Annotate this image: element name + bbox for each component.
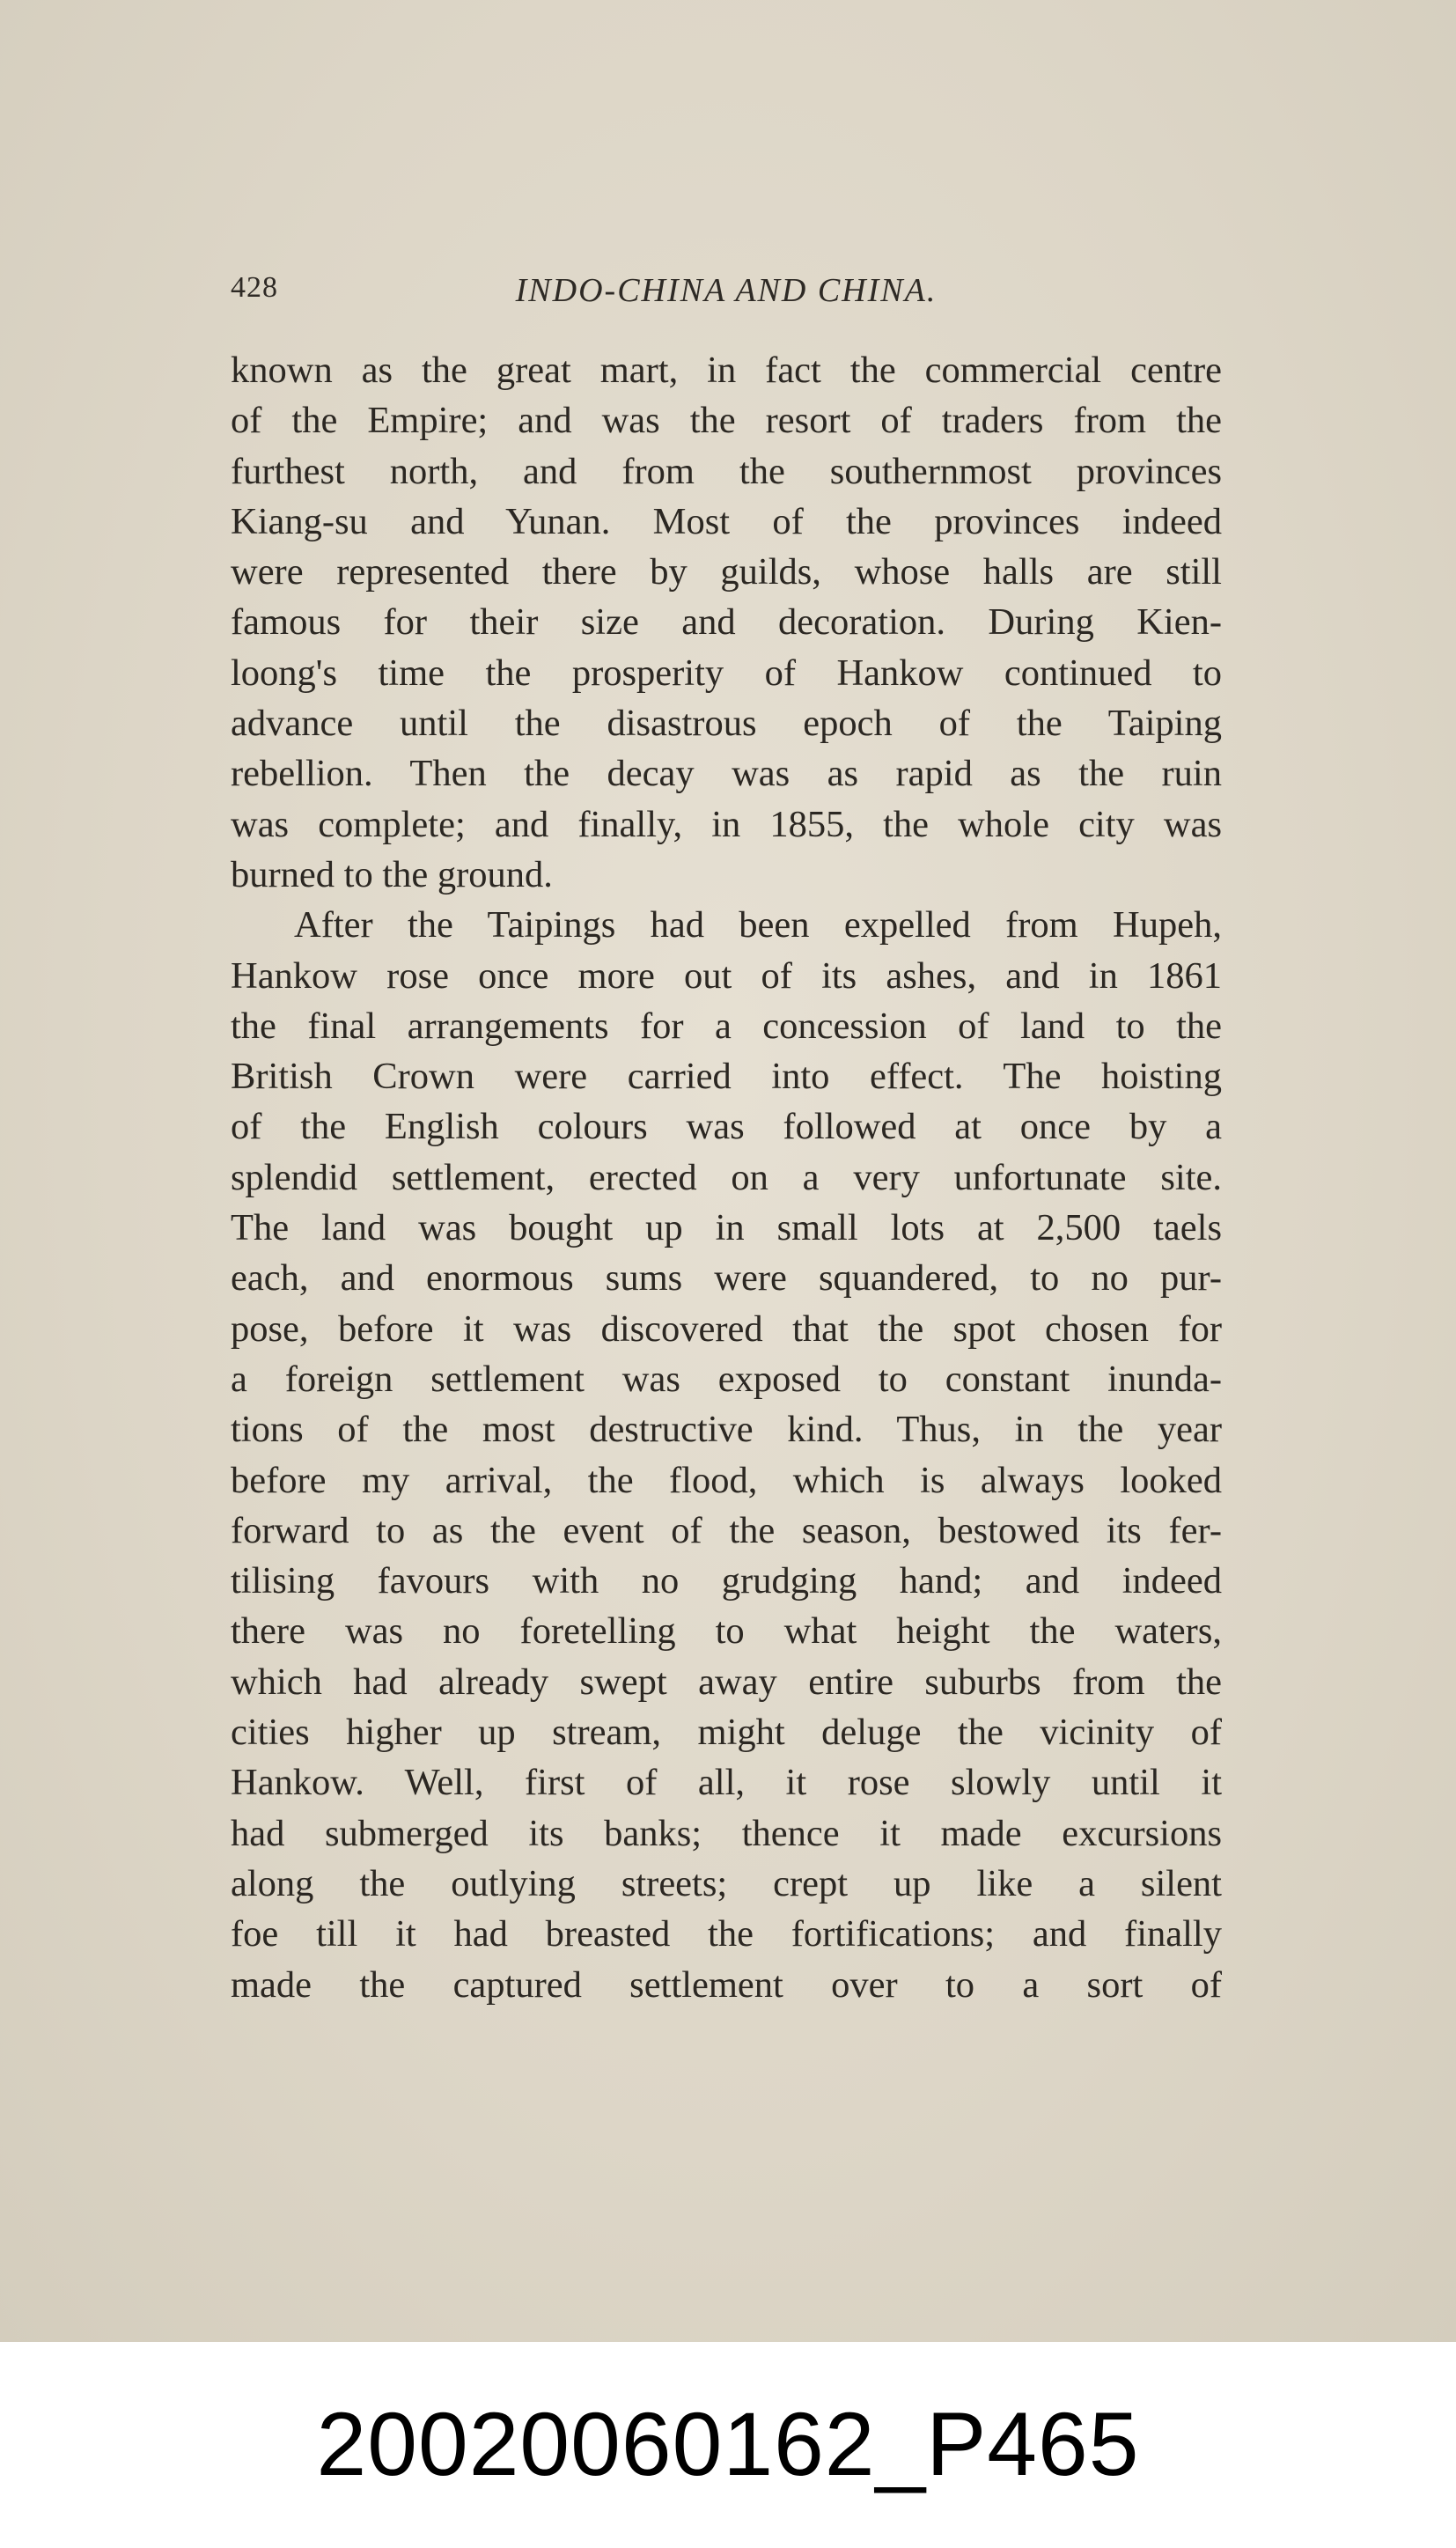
text-line: known as the great mart, in fact the commercial centre — [231, 350, 1222, 391]
text-line: was complete; and finally, in 1855, the whole city was — [231, 803, 1222, 845]
text-line: each, and enormous sums were squandered, to no pur- — [231, 1257, 1222, 1300]
text-line: British Crown were carried into effect. The hoisting — [231, 1056, 1222, 1098]
text-line: were represented there by guilds, whose halls are still — [231, 551, 1222, 593]
text-line: rebellion. Then the decay was as rapid as the ruin — [231, 753, 1222, 795]
text-line: splendid settlement, erected on a very unfortunate site. — [231, 1156, 1222, 1198]
text-line: which had already swept away entire suburbs from the — [231, 1661, 1222, 1703]
running-head — [231, 264, 1222, 317]
text-line: before my arrival, the flood, which is always looked — [231, 1459, 1222, 1501]
caption-area — [0, 2342, 1456, 2548]
text-line: furthest north, and from the southernmost provinces — [231, 450, 1222, 492]
text-line: forward to as the event of the season, bestowed its fer- — [231, 1509, 1222, 1551]
text-line: pose, before it was discovered that the spot chosen for — [231, 1307, 1222, 1350]
text-line: The land was bought up in small lots at 2,500 taels — [231, 1207, 1222, 1249]
body-text — [231, 345, 1222, 2010]
text-line: the final arrangements for a concession of land to the — [231, 1005, 1222, 1047]
paragraph-end-line: burned to the ground. — [231, 853, 553, 895]
text-line: a foreign settlement was exposed to constant inunda- — [231, 1358, 1222, 1400]
text-line: Hankow. Well, first of all, it rose slowly until it — [231, 1762, 1222, 1804]
paragraph-start-line: After the Taipings had been expelled from Hupeh, — [294, 904, 1222, 946]
text-line: advance until the disastrous epoch of the Taiping — [231, 703, 1222, 745]
text-line: of the English colours was followed at once by a — [231, 1106, 1222, 1148]
text-line: made the captured settlement over to a sort of — [231, 1963, 1222, 2006]
text-line: there was no foretelling to what height the waters, — [231, 1610, 1222, 1653]
text-line: tions of the most destructive kind. Thus, in the year — [231, 1409, 1222, 1451]
image-identifier: 20020060162_P465 — [316, 2394, 1140, 2494]
text-line: foe till it had breasted the fortifications; and finally — [231, 1913, 1222, 1955]
page-number: 428 — [231, 271, 278, 304]
text-line: tilising favours with no grudging hand; and indeed — [231, 1560, 1222, 1602]
text-line: along the outlying streets; crept up like a silent — [231, 1862, 1222, 1904]
running-title: INDO-CHINA AND CHINA. — [515, 272, 938, 309]
text-line: cities higher up stream, might deluge the vicinity of — [231, 1712, 1222, 1754]
text-line: of the Empire; and was the resort of traders from the — [231, 400, 1222, 442]
text-line: Kiang-su and Yunan. Most of the provinces indeed — [231, 500, 1222, 542]
text-line: Hankow rose once more out of its ashes, and in 1861 — [231, 954, 1222, 997]
text-line: loong's time the prosperity of Hankow continued to — [231, 652, 1222, 694]
text-line: had submerged its banks; thence it made excursions — [231, 1812, 1222, 1854]
text-line: famous for their size and decoration. During Kien- — [231, 601, 1222, 644]
